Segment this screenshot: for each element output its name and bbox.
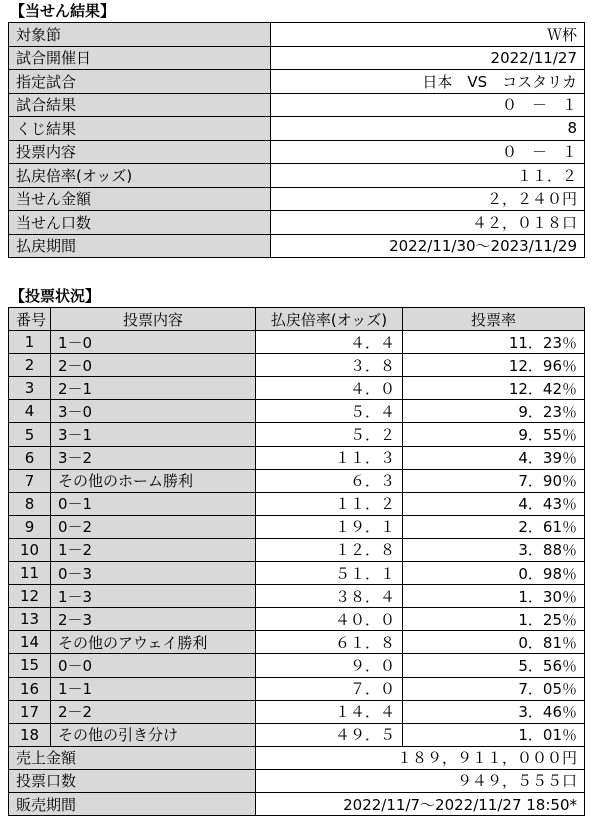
table-row [9, 538, 585, 561]
cell-number: 8 [9, 492, 51, 515]
cell-odds: １４．４ [256, 700, 403, 723]
cell-rate: 7．05％ [403, 677, 585, 700]
table-row [9, 400, 585, 423]
table-row [9, 700, 585, 723]
table-row [9, 331, 585, 354]
cell-content: 3－2 [51, 446, 256, 469]
table-row [9, 654, 585, 677]
cell-rate: 9．55％ [403, 423, 585, 446]
table-row [9, 631, 585, 654]
summary-value: ９４９，５５５口 [256, 769, 585, 792]
cell-content: 2－0 [51, 354, 256, 377]
cell-odds: ４．０ [256, 377, 403, 400]
header-content: 投票内容 [51, 308, 256, 331]
result-label: 当せん金額 [9, 187, 271, 211]
table-row [9, 469, 585, 492]
result-value: １１．２ [271, 164, 585, 188]
cell-content: 0－1 [51, 492, 256, 515]
cell-rate: 12．42％ [403, 377, 585, 400]
cell-number: 10 [9, 538, 51, 561]
cell-content: 1－2 [51, 538, 256, 561]
cell-number: 18 [9, 723, 51, 746]
cell-number: 7 [9, 469, 51, 492]
result-value: ４２，０１８口 [271, 211, 585, 235]
cell-rate: 9．23％ [403, 400, 585, 423]
result-label: 試合開催日 [9, 46, 271, 70]
result-row [9, 117, 585, 141]
cell-content: その他のホーム勝利 [51, 469, 256, 492]
table-row [9, 585, 585, 608]
cell-odds: １２．８ [256, 538, 403, 561]
summary-row [9, 746, 585, 769]
header-number: 番号 [9, 308, 51, 331]
cell-number: 5 [9, 423, 51, 446]
cell-rate: 5．56％ [403, 654, 585, 677]
cell-number: 15 [9, 654, 51, 677]
cell-content: その他の引き分け [51, 723, 256, 746]
result-row [9, 234, 585, 258]
result-section-title: 【当せん結果】 [10, 2, 116, 20]
table-row [9, 492, 585, 515]
result-row [9, 70, 585, 94]
cell-rate: 11．23％ [403, 331, 585, 354]
cell-content: 1－0 [51, 331, 256, 354]
summary-label: 投票口数 [9, 769, 256, 792]
result-value: Ｗ杯 [271, 23, 585, 47]
result-value: 2022/11/30～2023/11/29 [271, 234, 585, 258]
cell-content: 0－3 [51, 562, 256, 585]
result-value: ０ － １ [271, 140, 585, 164]
cell-odds: ３８．４ [256, 585, 403, 608]
cell-odds: ５．４ [256, 400, 403, 423]
summary-label: 販売期間 [9, 792, 256, 815]
cell-content: 3－0 [51, 400, 256, 423]
voting-header-row [9, 308, 585, 331]
result-value: ０ － １ [271, 93, 585, 117]
cell-rate: 12．96％ [403, 354, 585, 377]
result-value: 8 [271, 117, 585, 141]
cell-rate: 1．30％ [403, 585, 585, 608]
cell-number: 13 [9, 608, 51, 631]
table-row [9, 377, 585, 400]
cell-odds: １９．１ [256, 515, 403, 538]
cell-number: 9 [9, 515, 51, 538]
table-row [9, 562, 585, 585]
cell-number: 12 [9, 585, 51, 608]
cell-number: 16 [9, 677, 51, 700]
cell-content: 0－0 [51, 654, 256, 677]
result-label: 当せん口数 [9, 211, 271, 235]
cell-content: 3－1 [51, 423, 256, 446]
summary-row [9, 769, 585, 792]
result-label: 試合結果 [9, 93, 271, 117]
cell-number: 4 [9, 400, 51, 423]
cell-rate: 4．43％ [403, 492, 585, 515]
cell-content: 2－2 [51, 700, 256, 723]
cell-content: 1－1 [51, 677, 256, 700]
result-row [9, 46, 585, 70]
table-row [9, 423, 585, 446]
table-row [9, 677, 585, 700]
cell-number: 3 [9, 377, 51, 400]
cell-odds: ３．８ [256, 354, 403, 377]
cell-rate: 2．61％ [403, 515, 585, 538]
cell-odds: ６．３ [256, 469, 403, 492]
cell-odds: ９．０ [256, 654, 403, 677]
result-label: 投票内容 [9, 140, 271, 164]
cell-rate: 4．39％ [403, 446, 585, 469]
result-row [9, 93, 585, 117]
cell-number: 6 [9, 446, 51, 469]
cell-rate: 3．88％ [403, 538, 585, 561]
voting-section-title: 【投票状況】 [10, 287, 101, 305]
cell-number: 11 [9, 562, 51, 585]
result-row [9, 211, 585, 235]
summary-value: １８９，９１１，０００円 [256, 746, 585, 769]
cell-content: その他のアウェイ勝利 [51, 631, 256, 654]
table-row [9, 723, 585, 746]
result-value: ２，２４０円 [271, 187, 585, 211]
cell-rate: 3．46％ [403, 700, 585, 723]
voting-table [8, 307, 585, 816]
summary-label: 売上金額 [9, 746, 256, 769]
header-rate: 投票率 [403, 308, 585, 331]
cell-number: 1 [9, 331, 51, 354]
table-row [9, 515, 585, 538]
result-row [9, 140, 585, 164]
result-row [9, 164, 585, 188]
cell-odds: １１．２ [256, 492, 403, 515]
cell-odds: ４９．５ [256, 723, 403, 746]
cell-rate: 1．01％ [403, 723, 585, 746]
cell-number: 2 [9, 354, 51, 377]
cell-odds: ５．２ [256, 423, 403, 446]
cell-rate: 1．25％ [403, 608, 585, 631]
cell-odds: ６１．８ [256, 631, 403, 654]
table-row [9, 446, 585, 469]
result-table [8, 22, 585, 258]
result-label: 対象節 [9, 23, 271, 47]
result-row [9, 23, 585, 47]
header-odds: 払戻倍率(オッズ) [256, 308, 403, 331]
table-row [9, 354, 585, 377]
cell-rate: 0．81％ [403, 631, 585, 654]
result-value: 2022/11/27 [271, 46, 585, 70]
cell-odds: １１．３ [256, 446, 403, 469]
result-row [9, 187, 585, 211]
cell-rate: 7．90％ [403, 469, 585, 492]
cell-content: 1－3 [51, 585, 256, 608]
result-label: くじ結果 [9, 117, 271, 141]
result-label: 払戻倍率(オッズ) [9, 164, 271, 188]
summary-value: 2022/11/7～2022/11/27 18:50* [256, 792, 585, 815]
cell-odds: ７．０ [256, 677, 403, 700]
result-label: 指定試合 [9, 70, 271, 94]
cell-odds: ５１．１ [256, 562, 403, 585]
cell-number: 17 [9, 700, 51, 723]
table-row [9, 608, 585, 631]
cell-content: 2－3 [51, 608, 256, 631]
summary-row [9, 792, 585, 815]
cell-rate: 0．98％ [403, 562, 585, 585]
cell-content: 0－2 [51, 515, 256, 538]
cell-odds: ４．４ [256, 331, 403, 354]
cell-number: 14 [9, 631, 51, 654]
cell-odds: ４０．０ [256, 608, 403, 631]
result-value: 日本 VS コスタリカ [271, 70, 585, 94]
result-label: 払戻期間 [9, 234, 271, 258]
cell-content: 2－1 [51, 377, 256, 400]
